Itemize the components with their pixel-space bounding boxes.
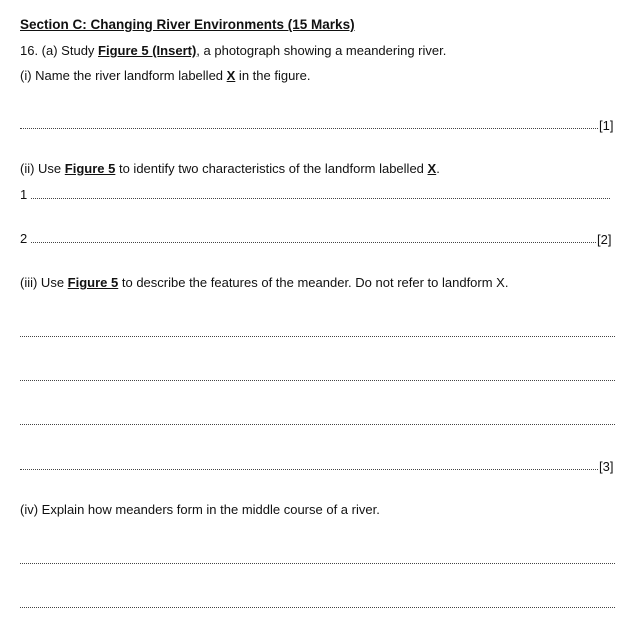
part-i-text: (i) Name the river landform labelled (20, 68, 227, 83)
answer-line[interactable] (20, 380, 615, 381)
part-i-text-end: in the figure. (235, 68, 311, 83)
part-iii-question (20, 275, 508, 290)
part-i-question (20, 68, 310, 83)
part-iii-text: (iii) Use (20, 275, 68, 290)
answer-line[interactable] (20, 424, 615, 425)
landform-label: X (226, 68, 236, 83)
question-intro-text: , a photograph showing a meandering river. (196, 43, 447, 58)
item-number: 2 (20, 231, 28, 246)
question-number: 16. (a) Study (20, 43, 99, 58)
figure-reference: Figure 5 (64, 161, 116, 176)
part-ii-text-end: . (436, 161, 440, 176)
question-16-intro (20, 43, 446, 58)
landform-label: X (427, 161, 437, 176)
answer-line[interactable] (20, 336, 615, 337)
answer-line[interactable] (31, 242, 596, 243)
answer-line[interactable] (20, 607, 615, 608)
answer-line[interactable] (20, 469, 598, 470)
mark-allocation: [1] (599, 118, 614, 133)
item-number: 1 (20, 187, 28, 202)
figure-reference: Figure 5 (67, 275, 119, 290)
part-iv-question: (iv) Explain how meanders form in the middle course of a river. (20, 502, 380, 517)
part-ii-text-mid: to identify two characteristics of the landform labelled (115, 161, 428, 176)
answer-line[interactable] (20, 563, 615, 564)
figure-reference: Figure 5 (Insert) (98, 43, 197, 58)
part-ii-question (20, 161, 440, 176)
mark-allocation: [2] (597, 232, 612, 247)
part-iii-text-end: to describe the features of the meander. Do not refer to landform X. (118, 275, 509, 290)
part-ii-text: (ii) Use (20, 161, 65, 176)
answer-line[interactable] (31, 198, 610, 199)
mark-allocation: [3] (599, 459, 614, 474)
section-heading: Section C: Changing River Environments (15 Marks) (20, 17, 355, 32)
answer-line[interactable] (20, 128, 598, 129)
